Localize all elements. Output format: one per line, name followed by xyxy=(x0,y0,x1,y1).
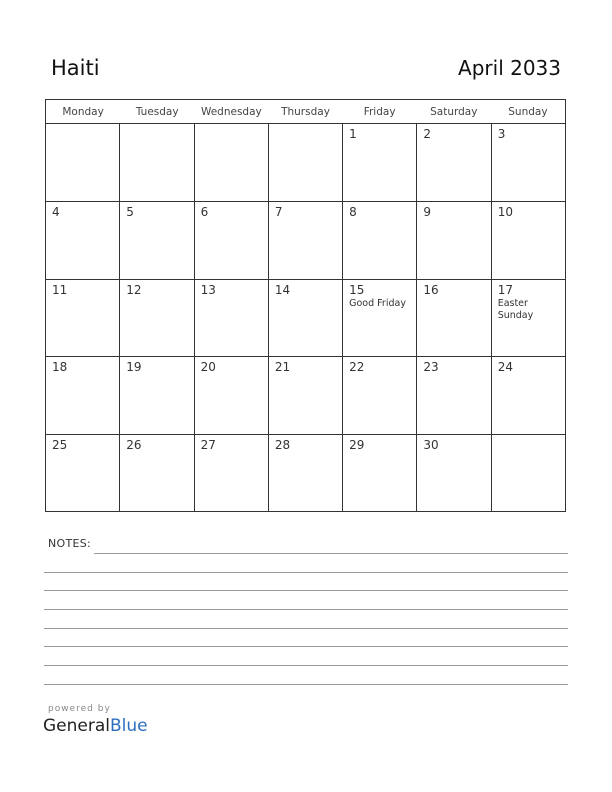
note-line[interactable] xyxy=(44,684,568,685)
day-number: 11 xyxy=(52,282,68,297)
week-row xyxy=(46,280,565,358)
week-row xyxy=(46,124,565,202)
day-cell xyxy=(120,202,194,279)
day-cell xyxy=(120,357,194,434)
day-number: 29 xyxy=(349,438,365,453)
weekday-label: Thursday xyxy=(281,106,330,118)
day-number: 14 xyxy=(274,282,291,297)
holiday-label: Easter Sunday xyxy=(497,297,534,321)
day-number: 25 xyxy=(52,438,68,453)
day-cell xyxy=(492,124,565,201)
week-row xyxy=(46,202,565,280)
day-number: 3 xyxy=(497,127,506,141)
day-number: 19 xyxy=(126,360,142,375)
day-cell xyxy=(195,280,269,357)
note-line[interactable] xyxy=(44,609,568,610)
day-cell xyxy=(46,202,120,279)
day-cell xyxy=(46,124,120,201)
calendar-weeks xyxy=(46,124,565,512)
day-cell xyxy=(46,357,120,434)
day-cell xyxy=(120,124,194,201)
day-cell xyxy=(269,124,343,201)
weekday-label: Friday xyxy=(363,106,396,118)
holiday-label: Good Friday xyxy=(349,297,406,309)
day-cell xyxy=(269,357,343,434)
note-line[interactable] xyxy=(44,665,568,666)
day-cell xyxy=(343,202,417,279)
weekday-label: Tuesday xyxy=(135,106,179,118)
day-number: 24 xyxy=(497,360,513,375)
day-cell xyxy=(195,357,269,434)
day-cell xyxy=(343,124,417,201)
notes-label: NOTES: xyxy=(48,537,92,550)
day-number: 17 xyxy=(497,282,513,297)
week-row xyxy=(46,435,565,512)
day-number: 26 xyxy=(126,438,142,453)
day-cell xyxy=(417,124,491,201)
note-line[interactable] xyxy=(94,553,568,554)
day-number: 6 xyxy=(200,204,209,219)
calendar-grid xyxy=(45,99,566,512)
day-cell xyxy=(492,280,565,357)
day-number: 7 xyxy=(274,204,283,219)
day-cell xyxy=(492,435,565,512)
day-number: 28 xyxy=(274,438,291,453)
day-cell xyxy=(195,202,269,279)
day-cell xyxy=(269,202,343,279)
day-number: 10 xyxy=(497,204,513,219)
day-cell xyxy=(417,357,491,434)
day-cell xyxy=(492,202,565,279)
weekday-label: Wednesday xyxy=(200,106,262,118)
day-cell xyxy=(343,435,417,512)
day-number: 13 xyxy=(200,282,216,297)
day-number: 27 xyxy=(200,438,216,453)
day-cell xyxy=(417,202,491,279)
day-cell xyxy=(46,280,120,357)
powered-by-text: powered by xyxy=(48,704,111,714)
day-cell xyxy=(417,280,491,357)
day-number: 20 xyxy=(200,360,216,375)
day-cell xyxy=(417,435,491,512)
day-number: 22 xyxy=(349,360,365,375)
day-cell xyxy=(120,280,194,357)
day-number: 12 xyxy=(126,282,142,297)
day-number: 1 xyxy=(349,127,357,141)
day-number: 8 xyxy=(349,204,357,219)
day-cell xyxy=(269,435,343,512)
day-cell xyxy=(269,280,343,357)
note-line[interactable] xyxy=(44,646,568,647)
note-line[interactable] xyxy=(44,572,568,573)
day-number: 9 xyxy=(423,204,432,219)
day-cell xyxy=(120,435,194,512)
country-title: Haiti xyxy=(51,56,100,80)
day-number: 30 xyxy=(423,438,439,453)
day-cell xyxy=(195,124,269,201)
generalblue-logo[interactable] xyxy=(43,716,148,736)
day-cell xyxy=(343,357,417,434)
day-cell xyxy=(46,435,120,512)
note-line[interactable] xyxy=(44,628,568,629)
day-cell xyxy=(343,280,417,357)
day-cell xyxy=(195,435,269,512)
brand-general: General xyxy=(43,716,110,736)
weekday-label: Saturday xyxy=(430,106,478,118)
week-row xyxy=(46,357,565,435)
month-title: April 2033 xyxy=(458,56,561,80)
day-number: 2 xyxy=(423,127,432,141)
day-number: 21 xyxy=(274,360,291,375)
day-number: 4 xyxy=(52,204,60,219)
day-number: 18 xyxy=(52,360,68,375)
weekday-label: Monday xyxy=(62,106,104,118)
note-line[interactable] xyxy=(44,590,568,591)
day-number: 16 xyxy=(423,282,439,297)
weekday-header xyxy=(46,100,565,124)
day-number: 23 xyxy=(423,360,439,375)
weekday-label: Sunday xyxy=(508,106,548,118)
brand-blue: Blue xyxy=(110,716,148,736)
day-number: 15 xyxy=(349,282,365,297)
day-number: 5 xyxy=(126,204,134,219)
day-cell xyxy=(492,357,565,434)
